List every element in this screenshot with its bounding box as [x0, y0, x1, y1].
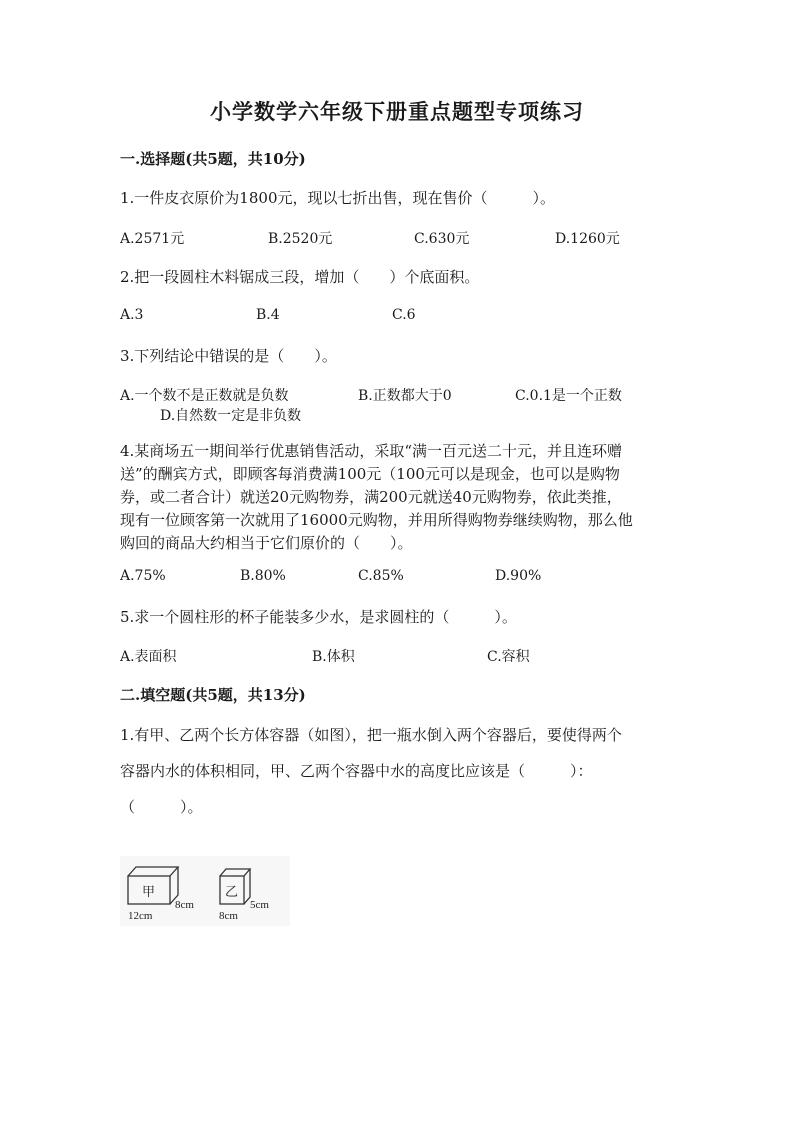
- question-4-stem: [120, 440, 680, 555]
- question-3-option-d: D.自然数一定是非负数: [160, 408, 302, 424]
- question-4-option-d: D.90%: [495, 568, 542, 584]
- section-heading-fill: 二.填空题(共5题，共13分): [120, 686, 306, 704]
- section-heading-choice: 一.选择题(共5题，共10分): [120, 150, 306, 168]
- question-1-option-b: B.2520元: [268, 231, 333, 247]
- question-3-option-b: B.正数都大于0: [358, 388, 452, 404]
- question-5-option-b: B.体积: [312, 649, 355, 665]
- question-1-option-c: C.630元: [414, 231, 470, 247]
- question-3-stem: 3.下列结论中错误的是（ ）。: [120, 347, 337, 365]
- question-5-stem: 5.求一个圆柱形的杯子能装多少水，是求圆柱的（ ）。: [120, 608, 517, 626]
- page-title: 小学数学六年级下册重点题型专项练习: [210, 99, 584, 124]
- box-yi-label: 乙: [225, 884, 239, 899]
- question-5-option-c: C.容积: [487, 649, 530, 665]
- question-2-option-c: C.6: [392, 307, 416, 323]
- question-4-line: 4.某商场五一期间举行优惠销售活动，采取“满一百元送二十元，并且连环赠: [120, 442, 622, 460]
- question-2-stem: 2.把一段圆柱木料锯成三段，增加（ ）个底面积。: [120, 268, 480, 286]
- question-4-line: 现有一位顾客第一次就用了16000元购物，并用所得购物券继续购物，那么他: [120, 511, 633, 529]
- box-jia-width: 8cm: [175, 899, 194, 911]
- question-4-option-c: C.85%: [358, 568, 404, 584]
- box-jia-label: 甲: [142, 884, 156, 899]
- question-4-line: 送”的酬宾方式，即顾客每消费满100元（100元可以是现金，也可以是购物: [120, 465, 620, 483]
- fill-question-1-line-2: 容器内水的体积相同，甲、乙两个容器中水的高度比应该是（ ）：: [120, 762, 593, 780]
- fill-question-1-line-1: 1.有甲、乙两个长方体容器（如图），把一瓶水倒入两个容器后，要使得两个: [120, 726, 622, 744]
- question-3-option-a: A.一个数不是正数就是负数: [120, 388, 289, 404]
- question-2-option-b: B.4: [256, 307, 280, 323]
- question-4-option-a: A.75%: [120, 568, 166, 584]
- question-3-option-c: C.0.1是一个正数: [515, 388, 622, 404]
- question-4-option-b: B.80%: [240, 568, 286, 584]
- question-4-line: 购回的商品大约相当于它们原价的（ ）。: [120, 534, 413, 552]
- fill-question-1-line-3: （ ）。: [120, 798, 203, 816]
- question-1-option-d: D.1260元: [555, 231, 620, 247]
- question-1-stem: 1.一件皮衣原价为1800元，现以七折出售，现在售价（ ）。: [120, 189, 555, 207]
- question-4-line: 券，或二者合计）就送20元购物券，满200元就送40元购物券，依此类推，: [120, 488, 622, 506]
- box-jia-length: 12cm: [128, 910, 153, 922]
- containers-figure: [120, 856, 290, 926]
- box-yi-width: 5cm: [250, 899, 269, 911]
- question-5-option-a: A.表面积: [120, 649, 177, 665]
- box-yi-length: 8cm: [219, 910, 238, 922]
- question-2-option-a: A.3: [120, 307, 144, 323]
- question-1-option-a: A.2571元: [120, 231, 185, 247]
